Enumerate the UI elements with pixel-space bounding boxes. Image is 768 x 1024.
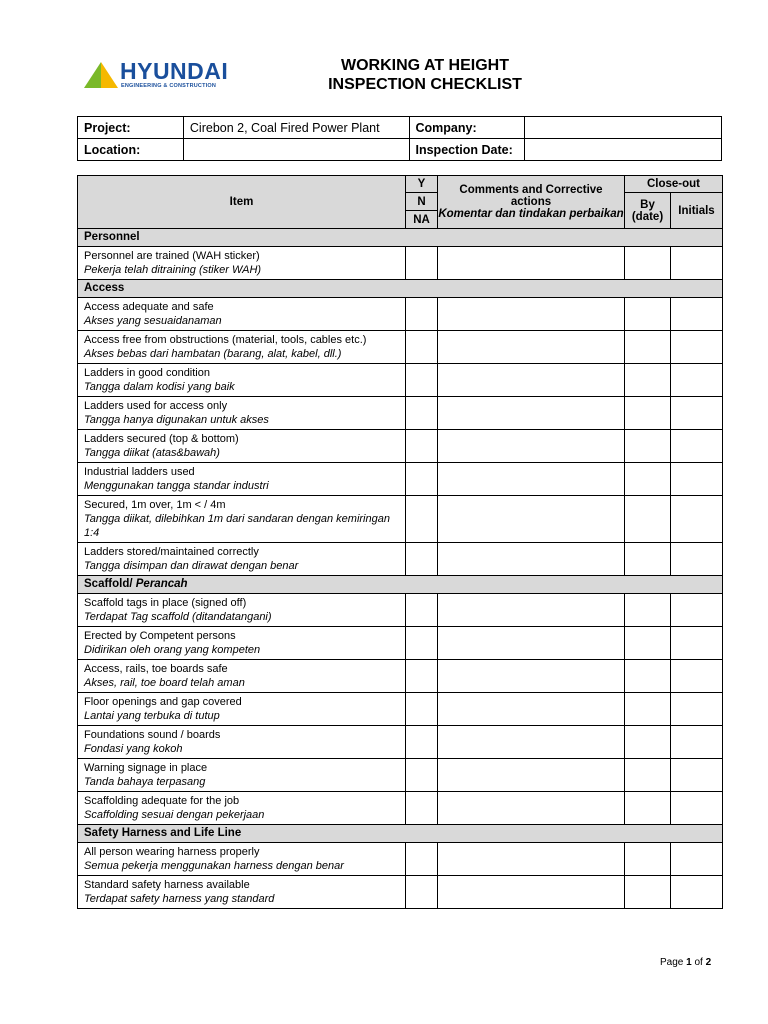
item-text-id: Tangga dalam kodisi yang baik [84, 381, 235, 393]
ynna-cell[interactable] [406, 843, 438, 876]
initials-cell[interactable] [671, 594, 723, 627]
checklist-row [78, 759, 723, 792]
n-header: N [406, 193, 438, 211]
ynna-cell[interactable] [406, 463, 438, 496]
initials-cell[interactable] [671, 627, 723, 660]
item-text-id: Tanda bahaya terpasang [84, 776, 206, 788]
item-cell [78, 543, 406, 576]
by-date-cell[interactable] [625, 397, 671, 430]
logo-subtitle: ENGINEERING & CONSTRUCTION [121, 83, 217, 89]
comments-cell[interactable] [438, 397, 625, 430]
item-text-en: Scaffold tags in place (signed off) [84, 597, 247, 609]
company-logo [84, 58, 234, 92]
comments-cell[interactable] [438, 496, 625, 543]
item-text-en: Ladders secured (top & bottom) [84, 433, 239, 445]
comments-cell[interactable] [438, 726, 625, 759]
by-date-cell[interactable] [625, 792, 671, 825]
item-text-id: Semua pekerja menggunakan harness dengan benar [84, 860, 344, 872]
comments-cell[interactable] [438, 843, 625, 876]
page-prefix: Page [660, 957, 687, 968]
ynna-cell[interactable] [406, 759, 438, 792]
info-table [77, 116, 722, 161]
item-text-id: Lantai yang terbuka di tutup [84, 710, 220, 722]
initials-cell[interactable] [671, 430, 723, 463]
comments-cell[interactable] [438, 792, 625, 825]
checklist-row [78, 693, 723, 726]
title-line-2: INSPECTION CHECKLIST [328, 76, 522, 93]
by-date-cell[interactable] [625, 693, 671, 726]
comments-cell[interactable] [438, 876, 625, 909]
na-header: NA [406, 211, 438, 229]
page-number [660, 957, 711, 968]
item-text-en: Industrial ladders used [84, 466, 195, 478]
comments-cell[interactable] [438, 364, 625, 397]
section-title-text: Access [84, 282, 125, 294]
checklist-table [77, 175, 723, 909]
by-date-cell[interactable] [625, 627, 671, 660]
comments-header-id: Komentar dan tindakan perbaikan [438, 208, 624, 220]
item-text-en: Floor openings and gap covered [84, 696, 242, 708]
item-text-en: Access free from obstructions (material, tools, cables etc.) [84, 334, 367, 346]
checklist-body [78, 229, 723, 909]
initials-cell[interactable] [671, 792, 723, 825]
section-row [78, 280, 723, 298]
location-value[interactable] [183, 139, 409, 161]
initials-cell[interactable] [671, 759, 723, 792]
checklist-row [78, 594, 723, 627]
ynna-cell[interactable] [406, 627, 438, 660]
item-text-en: Personnel are trained (WAH sticker) [84, 250, 260, 262]
checklist-row [78, 876, 723, 909]
by-date-cell[interactable] [625, 843, 671, 876]
section-row [78, 825, 723, 843]
comments-cell[interactable] [438, 660, 625, 693]
item-header: Item [78, 176, 406, 229]
initials-cell[interactable] [671, 247, 723, 280]
item-text-en: All person wearing harness properly [84, 846, 260, 858]
item-cell [78, 298, 406, 331]
item-text-en: Ladders used for access only [84, 400, 228, 412]
section-title [78, 229, 723, 247]
item-cell [78, 430, 406, 463]
section-row [78, 576, 723, 594]
company-value[interactable] [525, 117, 722, 139]
ynna-cell[interactable] [406, 792, 438, 825]
item-cell [78, 726, 406, 759]
item-text-en: Foundations sound / boards [84, 729, 221, 741]
item-cell [78, 759, 406, 792]
item-text-en: Erected by Competent persons [84, 630, 236, 642]
by-date-cell[interactable] [625, 430, 671, 463]
by-date-cell[interactable] [625, 298, 671, 331]
item-cell [78, 331, 406, 364]
initials-cell[interactable] [671, 843, 723, 876]
checklist-row [78, 660, 723, 693]
comments-cell[interactable] [438, 543, 625, 576]
item-cell [78, 660, 406, 693]
checklist-row [78, 298, 723, 331]
initials-cell[interactable] [671, 331, 723, 364]
by-date-cell[interactable] [625, 543, 671, 576]
by-date-header: By (date) [625, 193, 671, 229]
initials-cell[interactable] [671, 693, 723, 726]
item-text-id: Terdapat Tag scaffold (ditandatangani) [84, 611, 272, 623]
comments-cell[interactable] [438, 430, 625, 463]
closeout-header: Close-out [625, 176, 723, 193]
ynna-cell[interactable] [406, 496, 438, 543]
comments-header [438, 176, 625, 229]
section-title-text: Personnel [84, 231, 140, 243]
item-text-id: Akses yang sesuaidanaman [84, 315, 222, 327]
ynna-cell[interactable] [406, 298, 438, 331]
ynna-cell[interactable] [406, 430, 438, 463]
comments-cell[interactable] [438, 247, 625, 280]
checklist-row [78, 364, 723, 397]
ynna-cell[interactable] [406, 726, 438, 759]
initials-cell[interactable] [671, 726, 723, 759]
item-text-id: Akses bebas dari hambatan (barang, alat, kabel, dll.) [84, 348, 342, 360]
checklist-row [78, 397, 723, 430]
checklist-row [78, 430, 723, 463]
by-date-cell[interactable] [625, 331, 671, 364]
comments-cell[interactable] [438, 463, 625, 496]
item-text-id: Tangga hanya digunakan untuk akses [84, 414, 269, 426]
item-text-id: Pekerja telah ditraining (stiker WAH) [84, 264, 262, 276]
ynna-cell[interactable] [406, 364, 438, 397]
ynna-cell[interactable] [406, 660, 438, 693]
initials-cell[interactable] [671, 298, 723, 331]
initials-cell[interactable] [671, 660, 723, 693]
y-header: Y [406, 176, 438, 193]
item-cell [78, 463, 406, 496]
title-line-1: WORKING AT HEIGHT [341, 57, 509, 74]
by-date-cell[interactable] [625, 496, 671, 543]
checklist-row [78, 726, 723, 759]
initials-cell[interactable] [671, 543, 723, 576]
initials-cell[interactable] [671, 463, 723, 496]
checklist-row [78, 543, 723, 576]
comments-cell[interactable] [438, 594, 625, 627]
item-text-en: Ladders stored/maintained correctly [84, 546, 259, 558]
item-cell [78, 594, 406, 627]
section-title-italic: Perancah [135, 578, 188, 590]
section-title [78, 576, 723, 594]
item-text-id: Fondasi yang kokoh [84, 743, 183, 755]
item-cell [78, 843, 406, 876]
item-text-en: Scaffolding adequate for the job [84, 795, 240, 807]
initials-cell[interactable] [671, 876, 723, 909]
initials-cell[interactable] [671, 496, 723, 543]
project-label: Project: [78, 117, 184, 139]
logo-brand-text: HYUNDAI [120, 58, 229, 84]
ynna-cell[interactable] [406, 543, 438, 576]
comments-cell[interactable] [438, 693, 625, 726]
item-cell [78, 364, 406, 397]
section-row [78, 229, 723, 247]
checklist-row [78, 331, 723, 364]
checklist-row [78, 463, 723, 496]
comments-cell[interactable] [438, 331, 625, 364]
location-label: Location: [78, 139, 184, 161]
checklist-row [78, 496, 723, 543]
item-text-en: Access, rails, toe boards safe [84, 663, 228, 675]
item-text-id: Didirikan oleh orang yang kompeten [84, 644, 261, 656]
item-text-id: Akses, rail, toe board telah aman [84, 677, 245, 689]
section-title-text: Scaffold/ [84, 578, 136, 590]
by-date-cell[interactable] [625, 660, 671, 693]
item-cell [78, 496, 406, 543]
item-cell [78, 693, 406, 726]
initials-cell[interactable] [671, 364, 723, 397]
section-title [78, 825, 723, 843]
by-date-cell[interactable] [625, 463, 671, 496]
initials-header: Initials [671, 193, 723, 229]
item-text-en: Standard safety harness available [84, 879, 250, 891]
item-text-id: Terdapat safety harness yang standard [84, 893, 275, 905]
by-date-cell[interactable] [625, 594, 671, 627]
page-total: 2 [705, 957, 712, 968]
ynna-cell[interactable] [406, 331, 438, 364]
ynna-cell[interactable] [406, 397, 438, 430]
item-text-en: Ladders in good condition [84, 367, 210, 379]
logo-triangle-icon [84, 62, 118, 88]
ynna-cell[interactable] [406, 594, 438, 627]
comments-cell[interactable] [438, 627, 625, 660]
item-text-id: Tangga disimpan dan dirawat dengan benar [84, 560, 299, 572]
item-text-en: Warning signage in place [84, 762, 208, 774]
company-label: Company: [409, 117, 525, 139]
item-cell [78, 792, 406, 825]
section-title-text: Safety Harness and Life Line [84, 827, 242, 839]
by-date-cell[interactable] [625, 876, 671, 909]
by-date-cell[interactable] [625, 364, 671, 397]
comments-cell[interactable] [438, 298, 625, 331]
ynna-cell[interactable] [406, 693, 438, 726]
item-text-id: Tangga diikat, dilebihkan 1m dari sandaran dengan kemiringan 1:4 [84, 513, 390, 539]
page-current: 1 [686, 957, 692, 968]
by-date-cell[interactable] [625, 726, 671, 759]
item-text-id: Scaffolding sesuai dengan pekerjaan [84, 809, 265, 821]
item-cell [78, 876, 406, 909]
inspection-date-value[interactable] [525, 139, 722, 161]
item-cell [78, 627, 406, 660]
item-text-id: Menggunakan tangga standar industri [84, 480, 269, 492]
page-title [300, 56, 550, 94]
inspection-date-label: Inspection Date: [409, 139, 525, 161]
page-of: of [691, 957, 706, 968]
checklist-row [78, 792, 723, 825]
checklist-row [78, 843, 723, 876]
comments-cell[interactable] [438, 759, 625, 792]
ynna-cell[interactable] [406, 247, 438, 280]
checklist-row [78, 627, 723, 660]
by-date-cell[interactable] [625, 247, 671, 280]
ynna-cell[interactable] [406, 876, 438, 909]
item-text-id: Tangga diikat (atas&bawah) [84, 447, 220, 459]
checklist-row [78, 247, 723, 280]
item-text-en: Access adequate and safe [84, 301, 214, 313]
item-cell [78, 397, 406, 430]
section-title [78, 280, 723, 298]
item-text-en: Secured, 1m over, 1m < / 4m [84, 499, 226, 511]
by-date-cell[interactable] [625, 759, 671, 792]
comments-header-en: Comments and Corrective actions [459, 184, 603, 208]
item-cell [78, 247, 406, 280]
project-value[interactable]: Cirebon 2, Coal Fired Power Plant [183, 117, 409, 139]
initials-cell[interactable] [671, 397, 723, 430]
